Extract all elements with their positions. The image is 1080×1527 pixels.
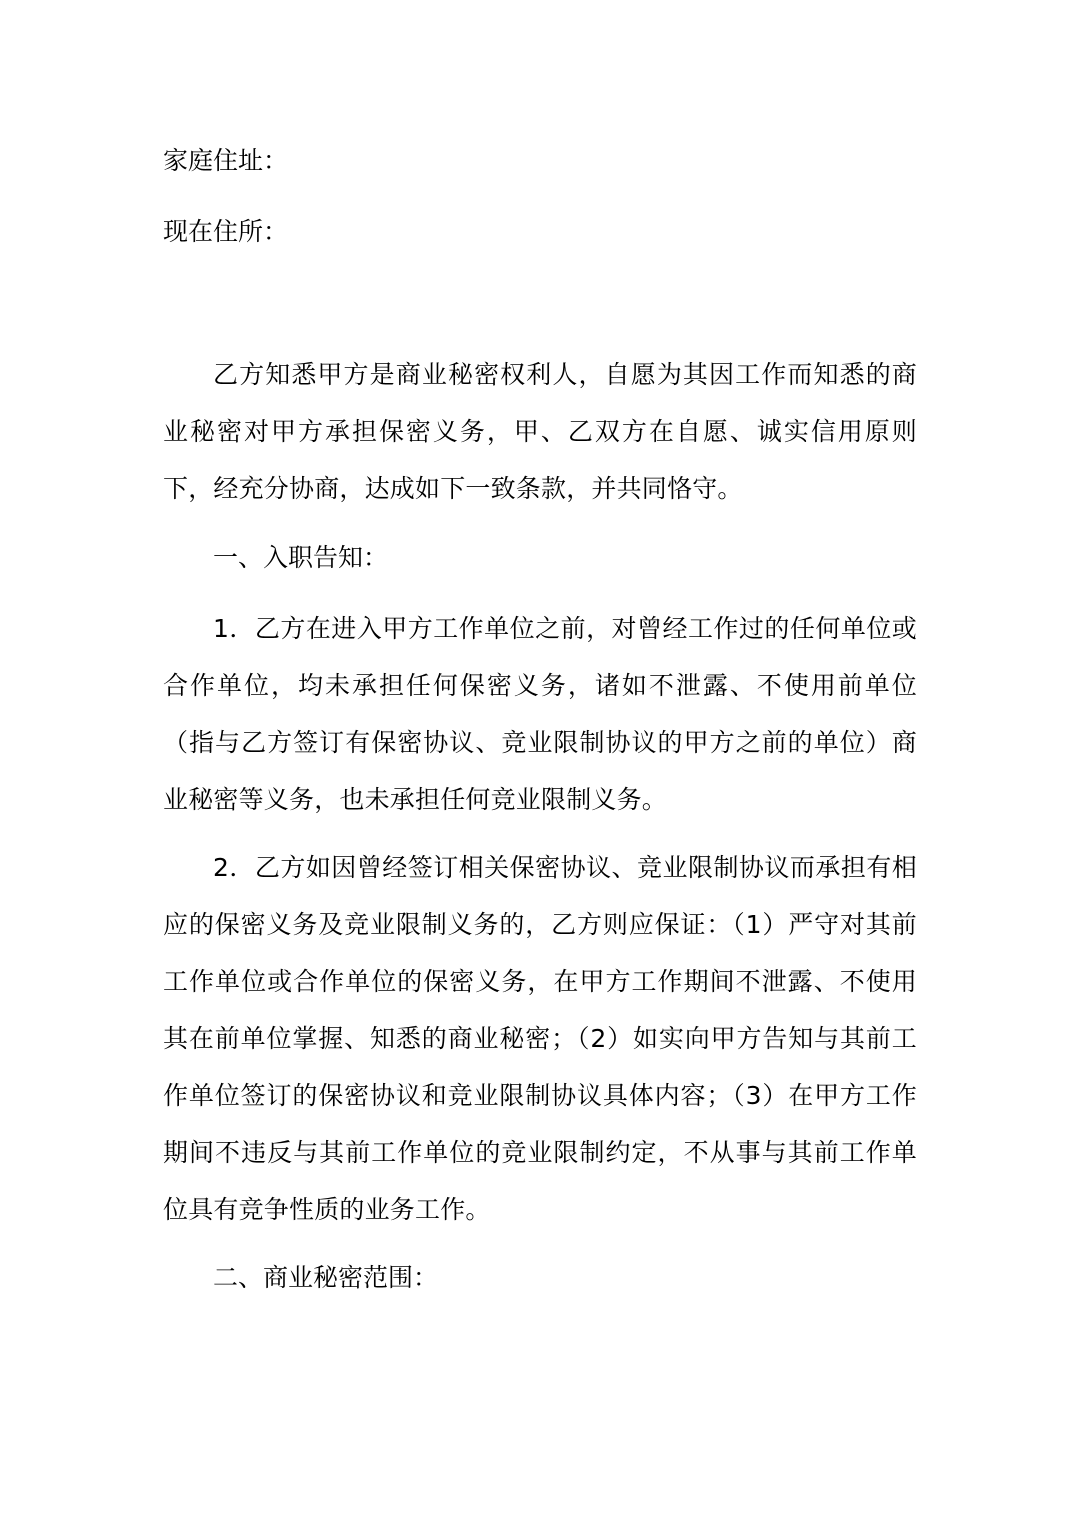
intro-paragraph: 乙方知悉甲方是商业秘密权利人，自愿为其因工作而知悉的商业秘密对甲方承担保密义务，甲、乙双方在自愿、诚实信用原则下，经充分协商，达成如下一致条款，并共同恪守。	[163, 360, 917, 503]
section-1-heading: 一、入职告知：	[213, 543, 389, 572]
home-address-label: 家庭住址：	[163, 146, 289, 175]
section-1-item-2: 2．乙方如因曾经签订相关保密协议、竞业限制协议而承担有相应的保密义务及竞业限制义务的，乙方则应保证：（1）严守对其前工作单位或合作单位的保密义务，在甲方工作期间不泄露、不使用其在前单位掌握、知悉的商业秘密；（2）如实向甲方告知与其前工作单位签订的保密协议和竞业限制协议具体内容；（3）在甲方工作期间不违反与其前工作单位的竞业限制约定，不从事与其前工作单位具有竞争性质的业务工作。	[163, 853, 917, 1224]
section-2-heading: 二、商业秘密范围：	[213, 1263, 439, 1292]
section-1-item-1: 1．乙方在进入甲方工作单位之前，对曾经工作过的任何单位或合作单位，均未承担任何保密义务，诸如不泄露、不使用前单位（指与乙方签订有保密协议、竞业限制协议的甲方之前的单位）商业秘密等义务，也未承担任何竞业限制义务。	[163, 614, 917, 814]
current-residence-label: 现在住所：	[163, 217, 289, 246]
